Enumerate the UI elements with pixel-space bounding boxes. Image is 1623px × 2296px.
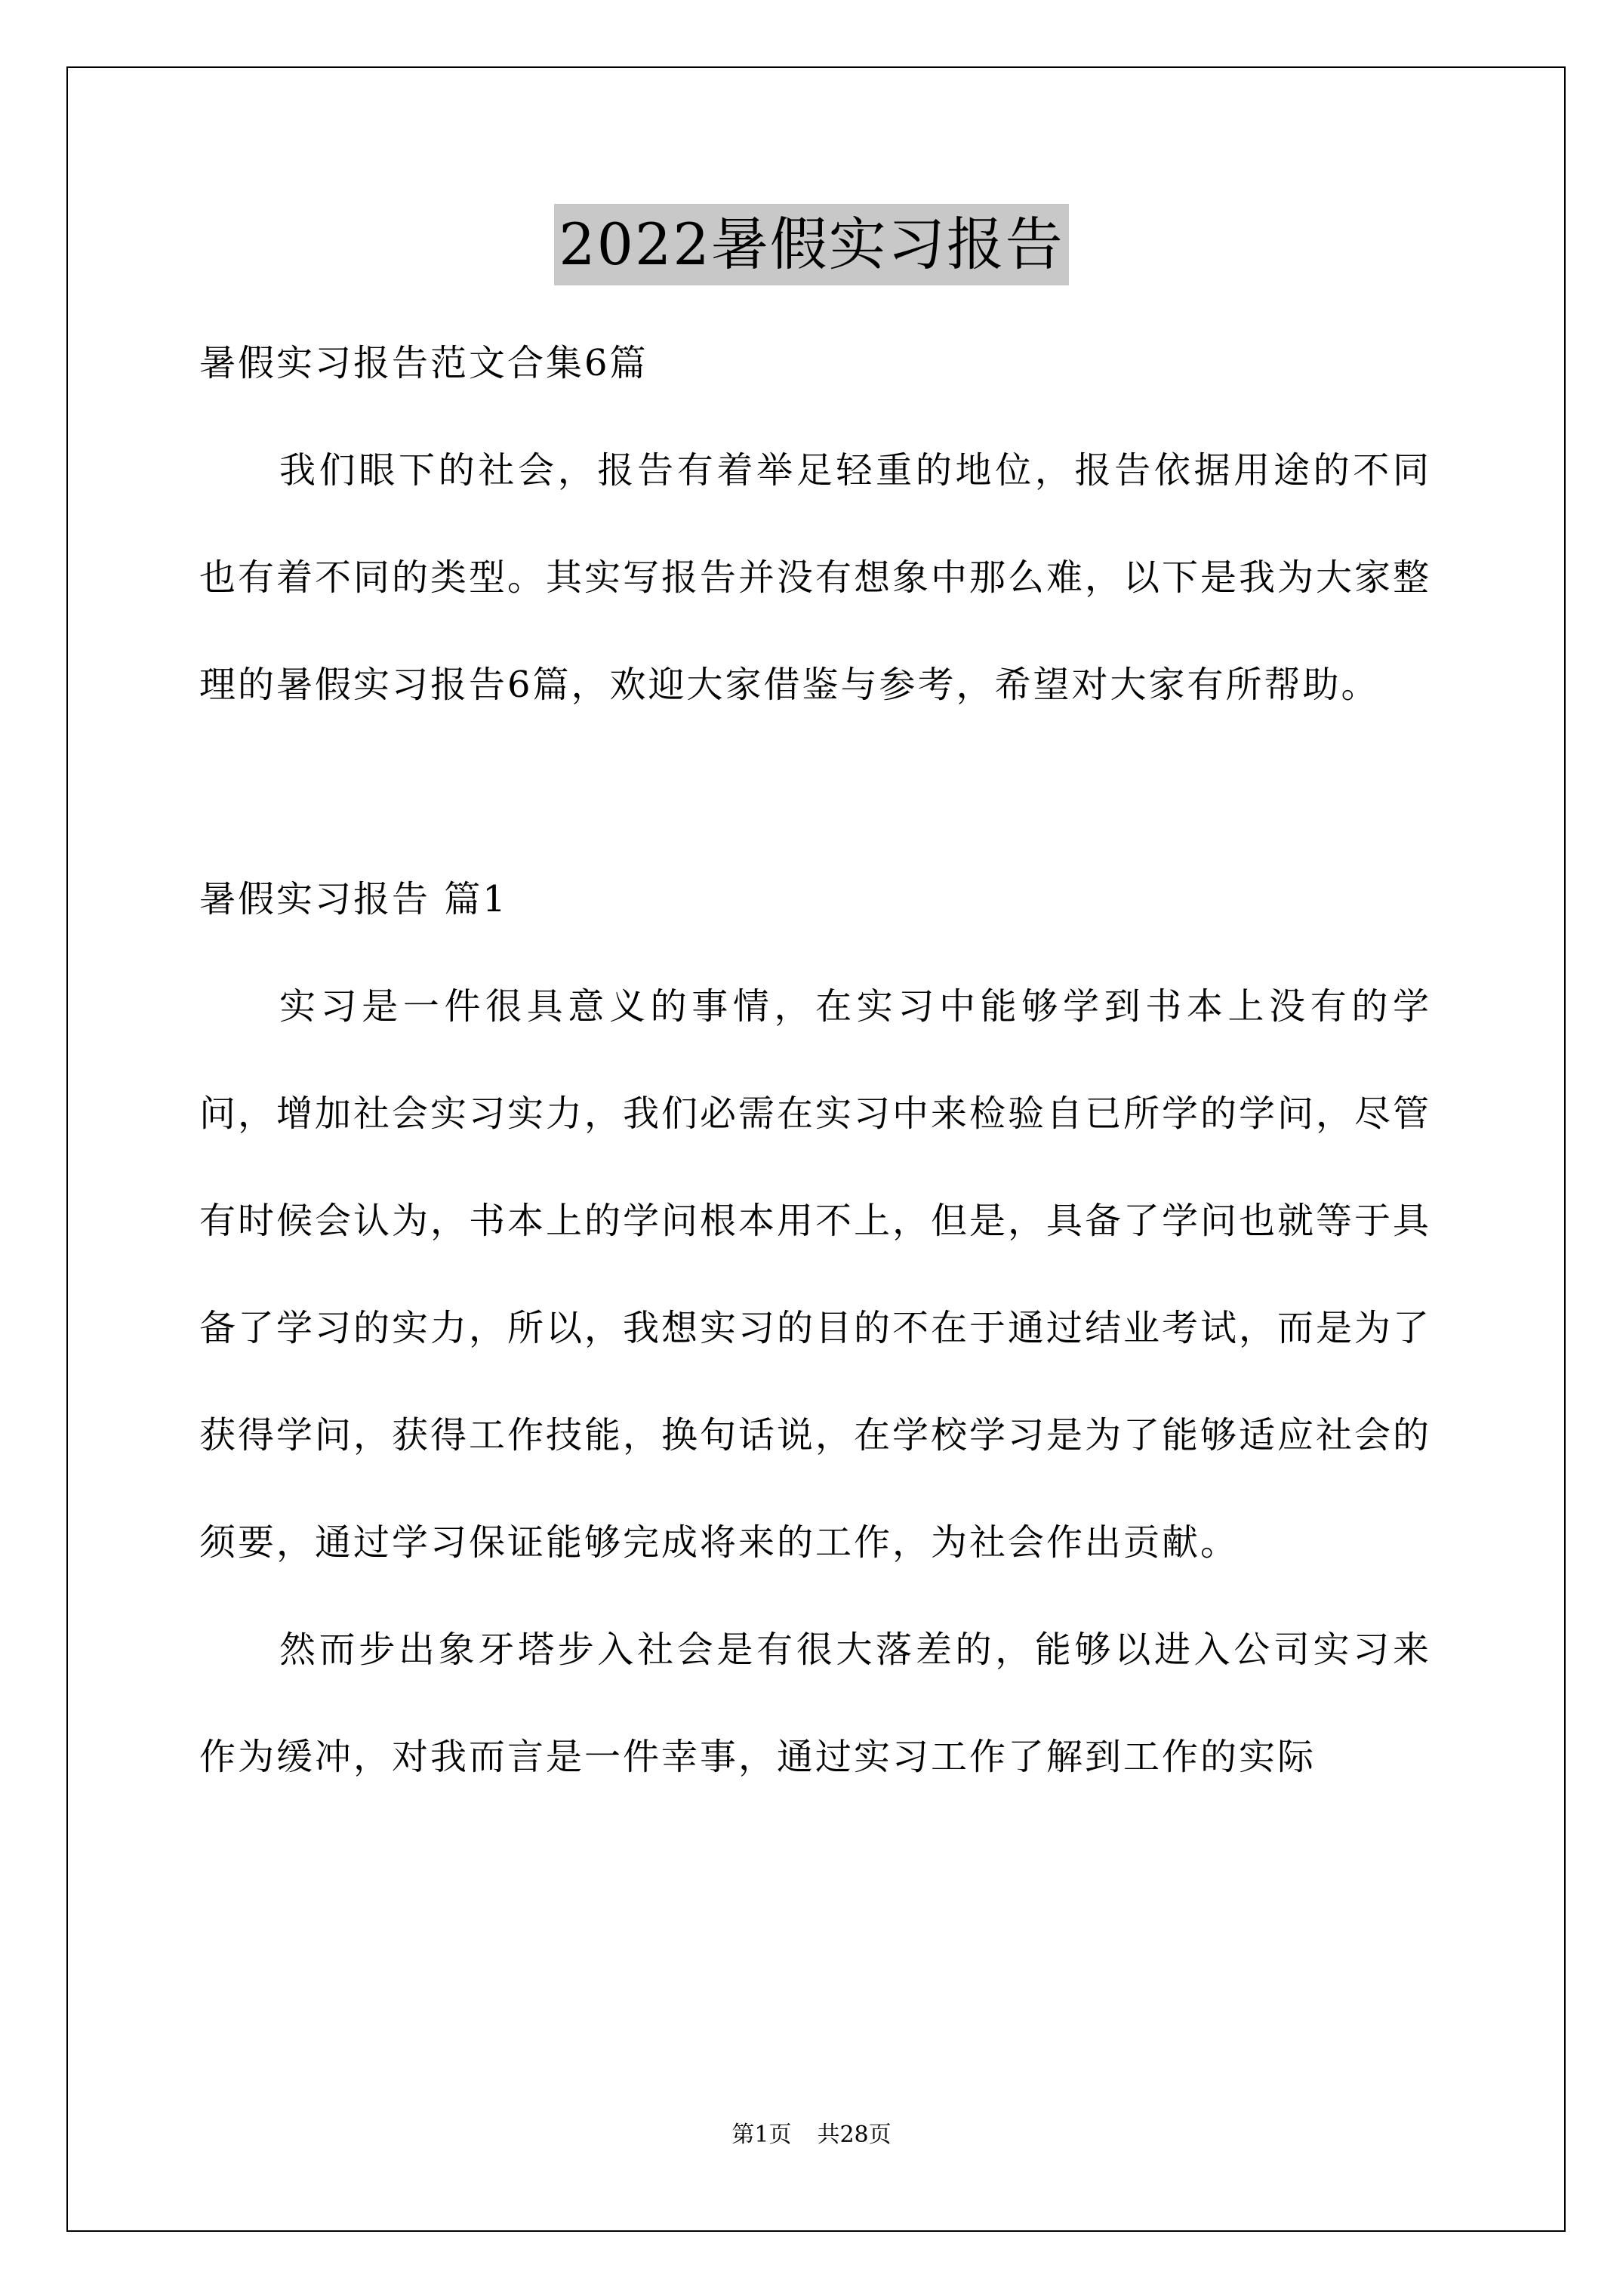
document-body	[199, 310, 1431, 1811]
page-count: 共28页	[817, 2122, 892, 2148]
intro-paragraph: 我们眼下的社会，报告有着举足轻重的地位，报告依据用途的不同也有着不同的类型。其实写报告并没有想象中那么难，以下是我为大家整理的暑假实习报告6篇，欢迎大家借鉴与参考，希望对大家有所帮助。	[199, 449, 1432, 706]
title-container	[0, 204, 1623, 285]
page-number: 第1页	[731, 2122, 792, 2148]
document-subtitle: 暑假实习报告范文合集6篇	[199, 342, 648, 384]
document-title: 2022暑假实习报告	[554, 204, 1068, 285]
body-paragraph: 实习是一件很具意义的事情，在实习中能够学到书本上没有的学问，增加社会实习实力，我们必需在实习中来检验自已所学的学问，尽管有时候会认为，书本上的学问根本用不上，但是，具备了学问也就等于具备了学习的实力，所以，我想实习的目的不在于通过结业考试，而是为了获得学问，获得工作技能，换句话说，在学校学习是为了能够适应社会的须要，通过学习保证能够完成将来的工作，为社会作出贡献。	[199, 985, 1432, 1564]
section-spacer	[199, 738, 1431, 846]
page-footer	[0, 2120, 1623, 2150]
section-heading: 暑假实习报告 篇1	[199, 878, 508, 920]
body-paragraph: 然而步出象牙塔步入社会是有很大落差的，能够以进入公司实习来作为缓冲，对我而言是一件幸事，通过实习工作了解到工作的实际	[199, 1629, 1431, 1778]
